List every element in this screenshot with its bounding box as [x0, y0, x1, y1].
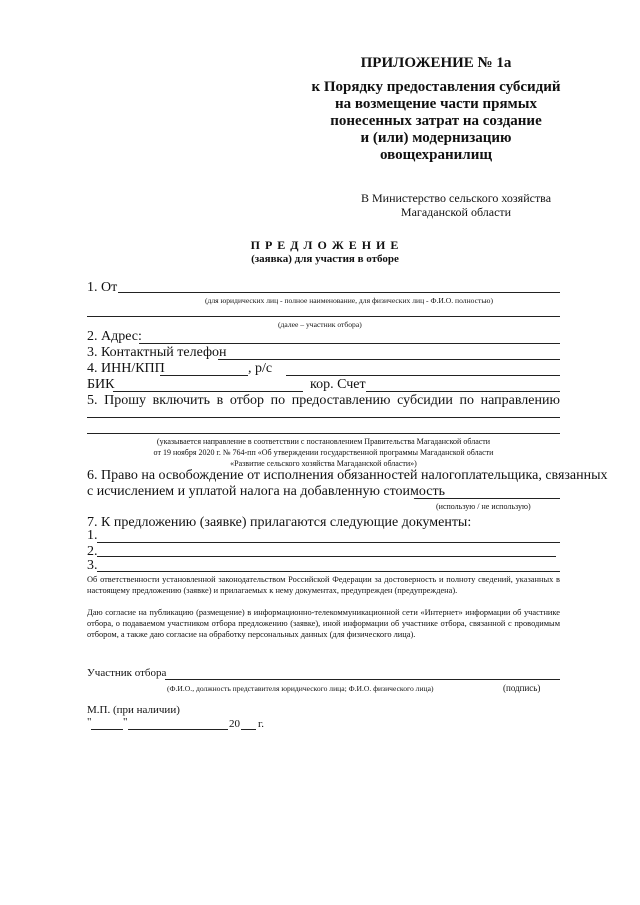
- item5-text: [87, 393, 560, 409]
- phone-field[interactable]: [218, 359, 560, 360]
- stamp-label: М.П. (при наличии): [87, 704, 180, 716]
- item5-word: в: [216, 393, 224, 408]
- item5-word: субсидии: [397, 393, 453, 408]
- bik-label: БИК: [87, 377, 115, 392]
- item5-word: направлению: [480, 393, 560, 408]
- phone-label: 3. Контактный телефон: [87, 345, 227, 360]
- item6-field[interactable]: [414, 498, 560, 499]
- rs-field[interactable]: [286, 375, 560, 376]
- doc-1-field[interactable]: [97, 542, 560, 543]
- rs-label: , р/с: [248, 361, 273, 376]
- annex-line-4: и (или) модернизацию: [360, 130, 512, 146]
- consent-note: Даю согласие на публикацию (размещение) в информационно-телекоммуникационной сети «Интернет» информации об участнике отбора, о подаваемом участником отбора предложению (заявке), иной информации об участнике отбора, связанной с проводимым отбором, а также даю согласие на обработку персональных данных (для физического лица).: [87, 608, 560, 639]
- address-label: 2. Адрес:: [87, 329, 142, 344]
- item5-word: предоставлению: [291, 393, 391, 408]
- item5-word: Прошу: [104, 393, 147, 408]
- date-day-field[interactable]: [91, 729, 123, 730]
- item5-hint-3: «Развитие сельского хозяйства Магаданской области»): [230, 459, 417, 468]
- ks-label: кор. Счет: [310, 377, 366, 392]
- date-open-quote: ": [87, 716, 92, 728]
- item5-word: включить: [152, 393, 211, 408]
- annex-line-5: овощехранилищ: [380, 147, 492, 163]
- participant-signature-field[interactable]: [165, 679, 560, 680]
- date-month-field[interactable]: [128, 729, 228, 730]
- inn-field[interactable]: [160, 375, 248, 376]
- doc-3-label: 3.: [87, 558, 98, 573]
- item7-label: 7. К предложению (заявке) прилагаются следующие документы:: [87, 515, 472, 530]
- annex-line-2: на возмещение части прямых: [334, 96, 537, 112]
- item5-word: по: [270, 393, 286, 408]
- annex-line-1: к Порядку предоставления субсидий: [311, 79, 561, 95]
- from-label: 1. От: [87, 280, 118, 295]
- inn-label: 4. ИНН/КПП: [87, 361, 165, 376]
- signature-hint: (подпись): [503, 683, 541, 693]
- date-year-prefix: 20: [229, 718, 240, 730]
- item5-hint-1: (указывается направление в соответствии с постановлением Правительства Магаданской области: [156, 437, 491, 446]
- participant-hint: (далее – участник отбора): [278, 320, 362, 329]
- item5-word: 5.: [87, 393, 98, 408]
- item5-word: по: [459, 393, 475, 408]
- ks-field[interactable]: [366, 391, 560, 392]
- item6-line-2: с исчислением и уплатой налога на добавленную стоимость: [87, 484, 445, 499]
- item6-line-1: 6. Право на освобождение от исполнения обязанностей налогоплательщика, связанных: [87, 468, 608, 483]
- document-subtitle: (заявка) для участия в отборе: [251, 253, 399, 265]
- item5-field-2[interactable]: [87, 433, 560, 434]
- item5-word: отбор: [229, 393, 264, 408]
- addressee-line-2: Магаданской области: [400, 205, 512, 219]
- from-field[interactable]: [118, 292, 560, 293]
- doc-2-field[interactable]: [97, 556, 556, 557]
- from-hint: (для юридических лиц - полное наименование, для физических лиц - Ф.И.О. полностью): [205, 296, 493, 305]
- participant-name-hint: (Ф.И.О., должность представителя юридического лица; Ф.И.О. физического лица): [167, 684, 434, 693]
- item5-hint-2: от 19 ноября 2020 г. № 764-пп «Об утверждении государственной программы Магаданской области: [153, 448, 494, 457]
- from-field-continued[interactable]: [87, 316, 560, 317]
- address-field[interactable]: [139, 343, 560, 344]
- responsibility-note: Об ответственности установленной законодательством Российской Федерации за достоверность и полноту сведений, указанных в настоящему предложению (заявке) и прилагаемых к нему документах, предупрежден (предупреждена).: [87, 575, 560, 595]
- doc-1-label: 1.: [87, 528, 98, 543]
- item6-hint: (использую / не использую): [436, 502, 531, 511]
- participant-label: Участник отбора: [87, 667, 167, 679]
- date-year-field[interactable]: [241, 729, 256, 730]
- item5-field-1[interactable]: [87, 417, 560, 418]
- date-close-quote: ": [123, 716, 128, 728]
- annex-line-3: понесенных затрат на создание: [330, 113, 542, 129]
- addressee-line-1: В Министерство сельского хозяйства: [360, 191, 552, 205]
- annex-title: ПРИЛОЖЕНИЕ № 1а: [360, 55, 512, 71]
- document-title: П Р Е Д Л О Ж Е Н И Е: [250, 238, 400, 252]
- date-year-suffix: г.: [258, 718, 265, 730]
- doc-2-label: 2.: [87, 544, 98, 559]
- doc-3-field[interactable]: [97, 571, 560, 572]
- bik-field[interactable]: [113, 391, 303, 392]
